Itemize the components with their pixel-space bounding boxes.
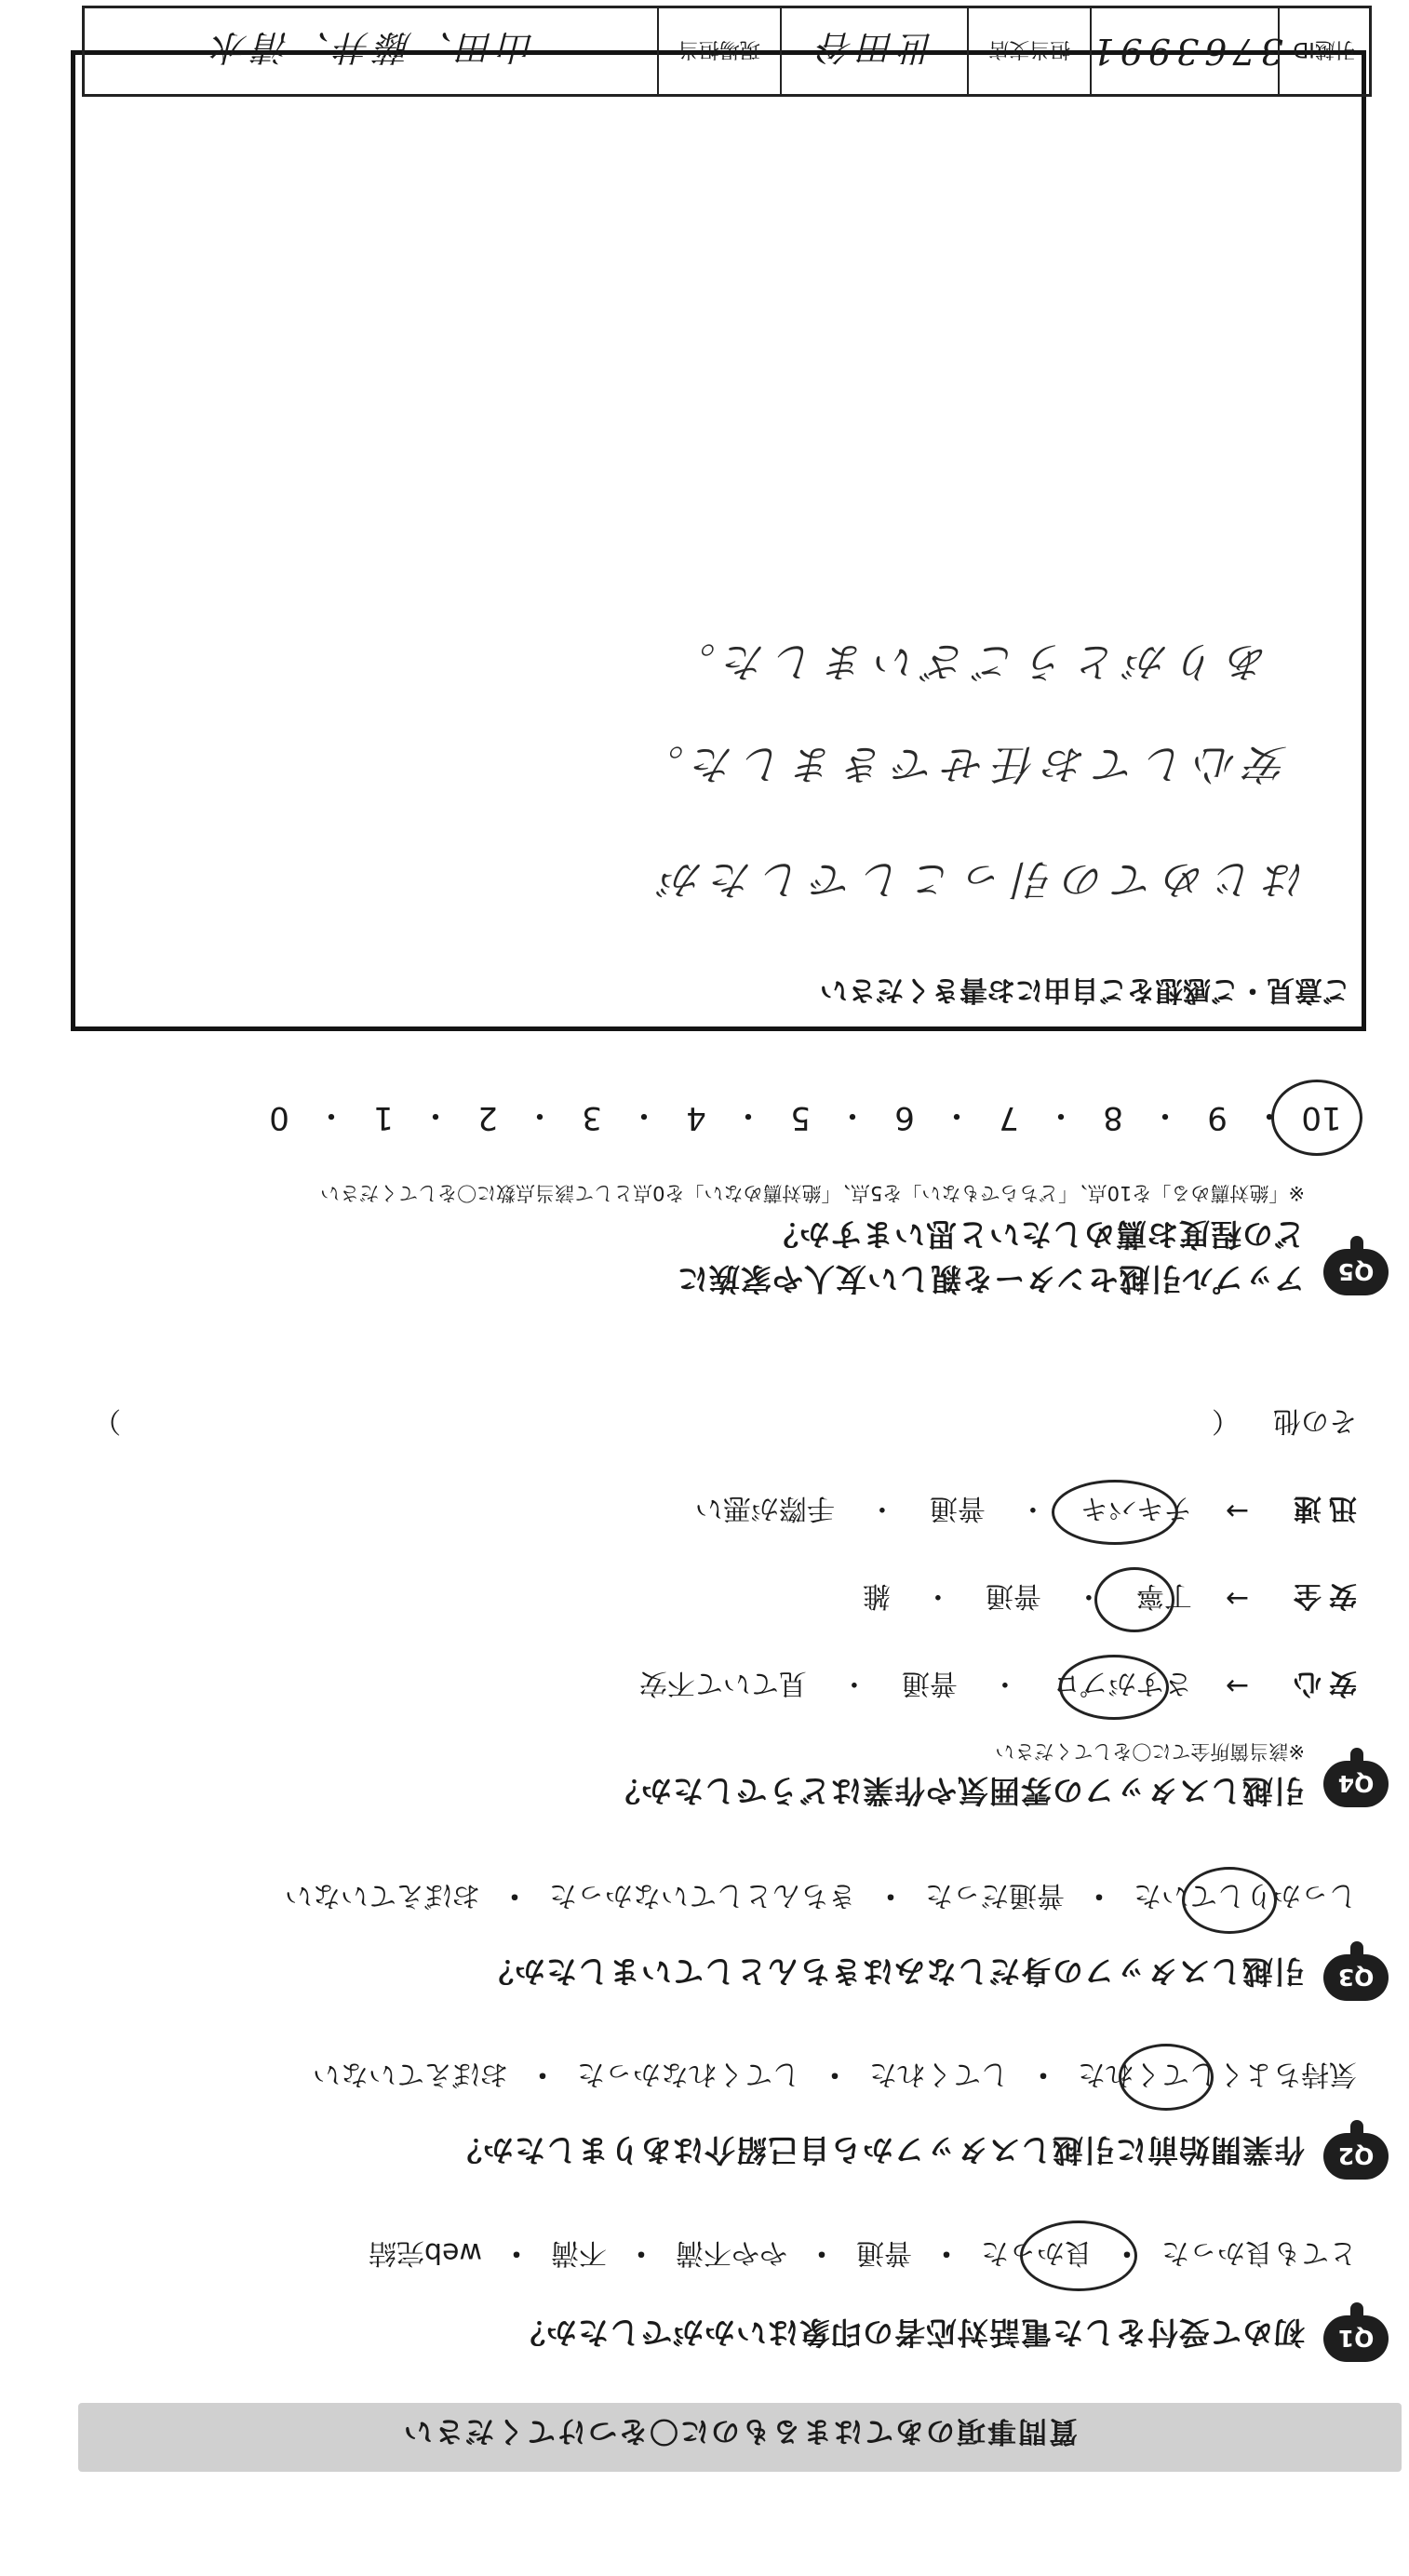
q2-badge: Q2 [1323, 2133, 1389, 2180]
branch-label: 担当支店 [967, 8, 1090, 94]
q4-note: ※該当箇所全てに〇をしてください [995, 1740, 1305, 1763]
q4-row-anzen: 安全 → 丁寧 ・ 普通 ・ 雑 [863, 1578, 1357, 1619]
q3-option-1[interactable]: しっかりしていた [1134, 1879, 1357, 1912]
comments-title: ご意見・ご感想をご自由にお書きください [820, 973, 1350, 1006]
instruction-banner [78, 2403, 1402, 2472]
comment-line-1: はじめての引っこしでしたが [652, 855, 1306, 903]
q3-option-2[interactable]: 普通だった [925, 1879, 1065, 1912]
scale-9[interactable]: 9 [1207, 1099, 1228, 1137]
q5-selection-circle [1271, 1080, 1362, 1156]
scale-1[interactable]: 1 [373, 1099, 394, 1137]
scale-6[interactable]: 6 [894, 1099, 915, 1137]
scale-5[interactable]: 5 [790, 1099, 811, 1137]
scale-10[interactable]: 10 [1301, 1099, 1342, 1137]
q3-badge: Q3 [1323, 1954, 1389, 2001]
leader-label: 現場担当 [657, 8, 780, 94]
q1-option-6[interactable]: web完結 [368, 2236, 482, 2269]
q4-row-label: 安心 [1286, 1667, 1357, 1699]
q4-row-arrow: → [1225, 1495, 1249, 1528]
q5-question-line1: アップル引越センターを親しい友人や家族に [676, 1261, 1305, 1297]
q5-question-line2: どの程度お薦めしたいと思いますか？ [767, 1216, 1305, 1253]
q1-option-4[interactable]: やや不満 [676, 2236, 787, 2269]
q2-option-2[interactable]: してくれた [869, 2058, 1009, 2090]
q3-options: しっかりしていた ・ 普通だった ・ きちんとしていなかった ・ おぼえていない [285, 1878, 1357, 1919]
scale-7[interactable]: 7 [999, 1099, 1019, 1137]
staff-info-table [82, 6, 1372, 97]
q4-row-anshin: 安心 → さすがプロ ・ 普通 ・ 見ていて不安 [639, 1666, 1357, 1707]
q3-option-4[interactable]: おぼえていない [285, 1879, 480, 1912]
q5-note: ※「絶対薦める」を10点、「どちらでもない」を5点、「絶対薦めない」を0点として該当点数に〇をしてください [320, 1182, 1305, 1204]
scale-3[interactable]: 3 [582, 1099, 602, 1137]
q4-other-open: （ [1212, 1404, 1240, 1437]
q1-option-3[interactable]: 普通 [856, 2236, 912, 2269]
q4-anshin-selection-circle [1059, 1655, 1169, 1720]
q2-options: 気持ちよくしてくれた ・ してくれた ・ してくれなかった ・ おぼえていない [313, 2057, 1357, 2098]
q4-row-option[interactable]: 手際が悪い [694, 1492, 835, 1524]
q4-row-option[interactable]: 丁寧 [1135, 1579, 1192, 1612]
q1-selection-circle [1020, 2220, 1137, 2291]
q3-question: 引越しスタッフの身だしなみはきちんとしていましたか？ [482, 1953, 1305, 1990]
q2-option-4[interactable]: おぼえていない [313, 2058, 508, 2090]
q4-other-close: ） [93, 1404, 121, 1437]
q1-options: とても良かった ・ 良かった ・ 普通 ・ やや不満 ・ 不満 ・ web完結 [369, 2235, 1357, 2276]
q4-row-label: 迅速 [1286, 1492, 1357, 1524]
scale-2[interactable]: 2 [477, 1099, 498, 1137]
q4-badge: Q4 [1323, 1761, 1389, 1807]
q4-row-option[interactable]: 普通 [901, 1667, 958, 1699]
branch-value: 世田谷 [780, 8, 968, 94]
comment-line-2: 安心してお任せできました。 [634, 740, 1287, 787]
q5-badge: Q5 [1323, 1249, 1389, 1295]
q4-row-arrow: → [1225, 1670, 1249, 1703]
leader-value: 山田、藤井、清水 [207, 27, 535, 69]
q4-row-option[interactable]: 普通 [929, 1492, 986, 1524]
q1-badge: Q1 [1323, 2315, 1389, 2362]
q4-row-arrow: → [1225, 1582, 1249, 1616]
comments-box[interactable] [71, 50, 1366, 1031]
q1-option-1[interactable]: とても良かった [1161, 2236, 1357, 2269]
q3-option-3[interactable]: きちんとしていなかった [549, 1879, 856, 1912]
q3-selection-circle [1182, 1867, 1277, 1934]
q2-question: 作業開始前に引越しスタッフから自己紹介はありましたか？ [450, 2132, 1305, 2168]
q4-other-row [54, 1403, 1357, 1444]
q2-option-1[interactable]: 気持ちよくしてくれた [1078, 2058, 1357, 2090]
q5-scale: 10 ・ 9 ・ 8 ・ 7 ・ 6 ・ 5 ・ 4 ・ 3 ・ 2 ・ 1 ・ 0 [248, 1095, 1353, 1141]
q1-option-5[interactable]: 不満 [551, 2236, 607, 2269]
q4-other-label: その他 [1273, 1404, 1357, 1437]
instruction-text: 質問事項のあてはまるものに〇をつけてください [402, 2414, 1078, 2448]
move-id-label: 引越ID [1278, 8, 1369, 94]
comment-line-3: ありがとうございました。 [665, 637, 1268, 685]
q4-anzen-selection-circle [1094, 1567, 1174, 1632]
q4-jinsoku-selection-circle [1052, 1480, 1178, 1545]
q4-row-option[interactable]: 普通 [985, 1579, 1041, 1612]
q4-question: 引越しスタッフの雰囲気や作業はどうでしたか？ [609, 1773, 1305, 1809]
q1-option-2[interactable]: 良かった [981, 2236, 1093, 2269]
q4-row-option[interactable]: 見ていて不安 [638, 1667, 807, 1699]
q4-row-option[interactable]: さすがプロ [1052, 1667, 1192, 1699]
scale-8[interactable]: 8 [1103, 1099, 1123, 1137]
q4-row-jinsoku: 迅速 → テキパキ ・ 普通 ・ 手際が悪い [695, 1491, 1357, 1532]
q2-selection-circle [1119, 2044, 1214, 2111]
move-id-value: 3763991 [1090, 8, 1278, 94]
q4-row-option[interactable]: テキパキ [1080, 1492, 1192, 1524]
q2-option-3[interactable]: してくれなかった [577, 2058, 800, 2090]
q4-row-option[interactable]: 雑 [862, 1579, 891, 1612]
q4-row-label: 安全 [1286, 1579, 1357, 1612]
scale-0[interactable]: 0 [269, 1099, 289, 1137]
q1-question: 初めて受付をした電話対応者の印象はいかがでしたか？ [514, 2314, 1305, 2351]
scale-4[interactable]: 4 [686, 1099, 706, 1137]
